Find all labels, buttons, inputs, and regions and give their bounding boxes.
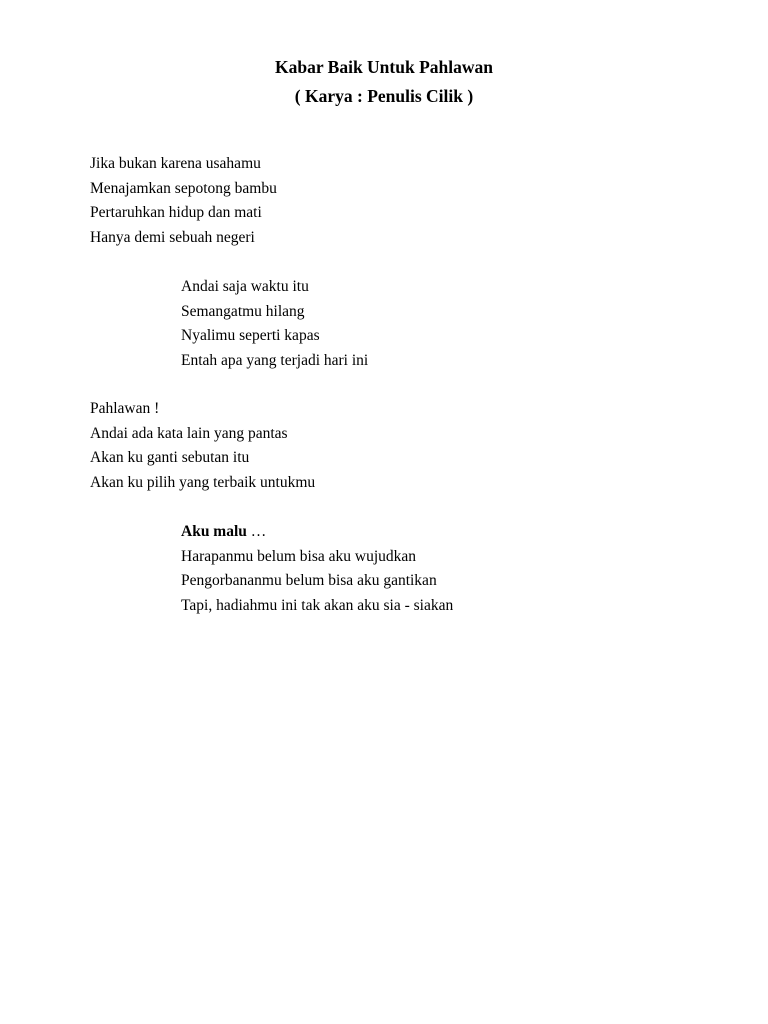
poem-line: Akan ku ganti sebutan itu [90, 449, 250, 466]
poem-line: Pertaruhkan hidup dan mati [90, 204, 262, 221]
poem-title: Kabar Baik Untuk Pahlawan [274, 57, 493, 77]
poem-line-ellipsis: … [246, 523, 267, 540]
poem-line-first [181, 520, 453, 545]
poem-line: Akan ku pilih yang terbaik untukmu [90, 473, 316, 491]
poem-line: Jika bukan karena usahamu [90, 155, 261, 172]
stanza-4 [181, 520, 453, 618]
poem-line: Pengorbananmu belum bisa aku gantikan [181, 572, 437, 589]
poem-line: Nyalimu seperti kapas [181, 327, 320, 344]
stanza-2 [181, 275, 368, 373]
poem-line: Hanya demi sebuah negeri [90, 228, 255, 246]
poem-line: Menajamkan sepotong bambu [90, 179, 277, 197]
poem-line: Pahlawan ! [90, 400, 160, 417]
poem-line: Tapi, hadiahmu ini tak akan aku sia - siakan [181, 596, 454, 614]
poem-line: Harapanmu belum bisa aku wujudkan [181, 547, 417, 565]
poem-line: Andai saja waktu itu [181, 278, 309, 295]
poem-line: Entah apa yang terjadi hari ini [181, 351, 369, 369]
poem-line: Andai ada kata lain yang pantas [90, 424, 288, 442]
poem-line-bold-part: Aku malu [181, 523, 247, 540]
poem-line: Semangatmu hilang [181, 302, 305, 320]
stanza-3 [90, 397, 315, 495]
stanza-1 [90, 152, 277, 250]
poem-author-line: ( Karya : Penulis Cilik ) [294, 86, 474, 106]
